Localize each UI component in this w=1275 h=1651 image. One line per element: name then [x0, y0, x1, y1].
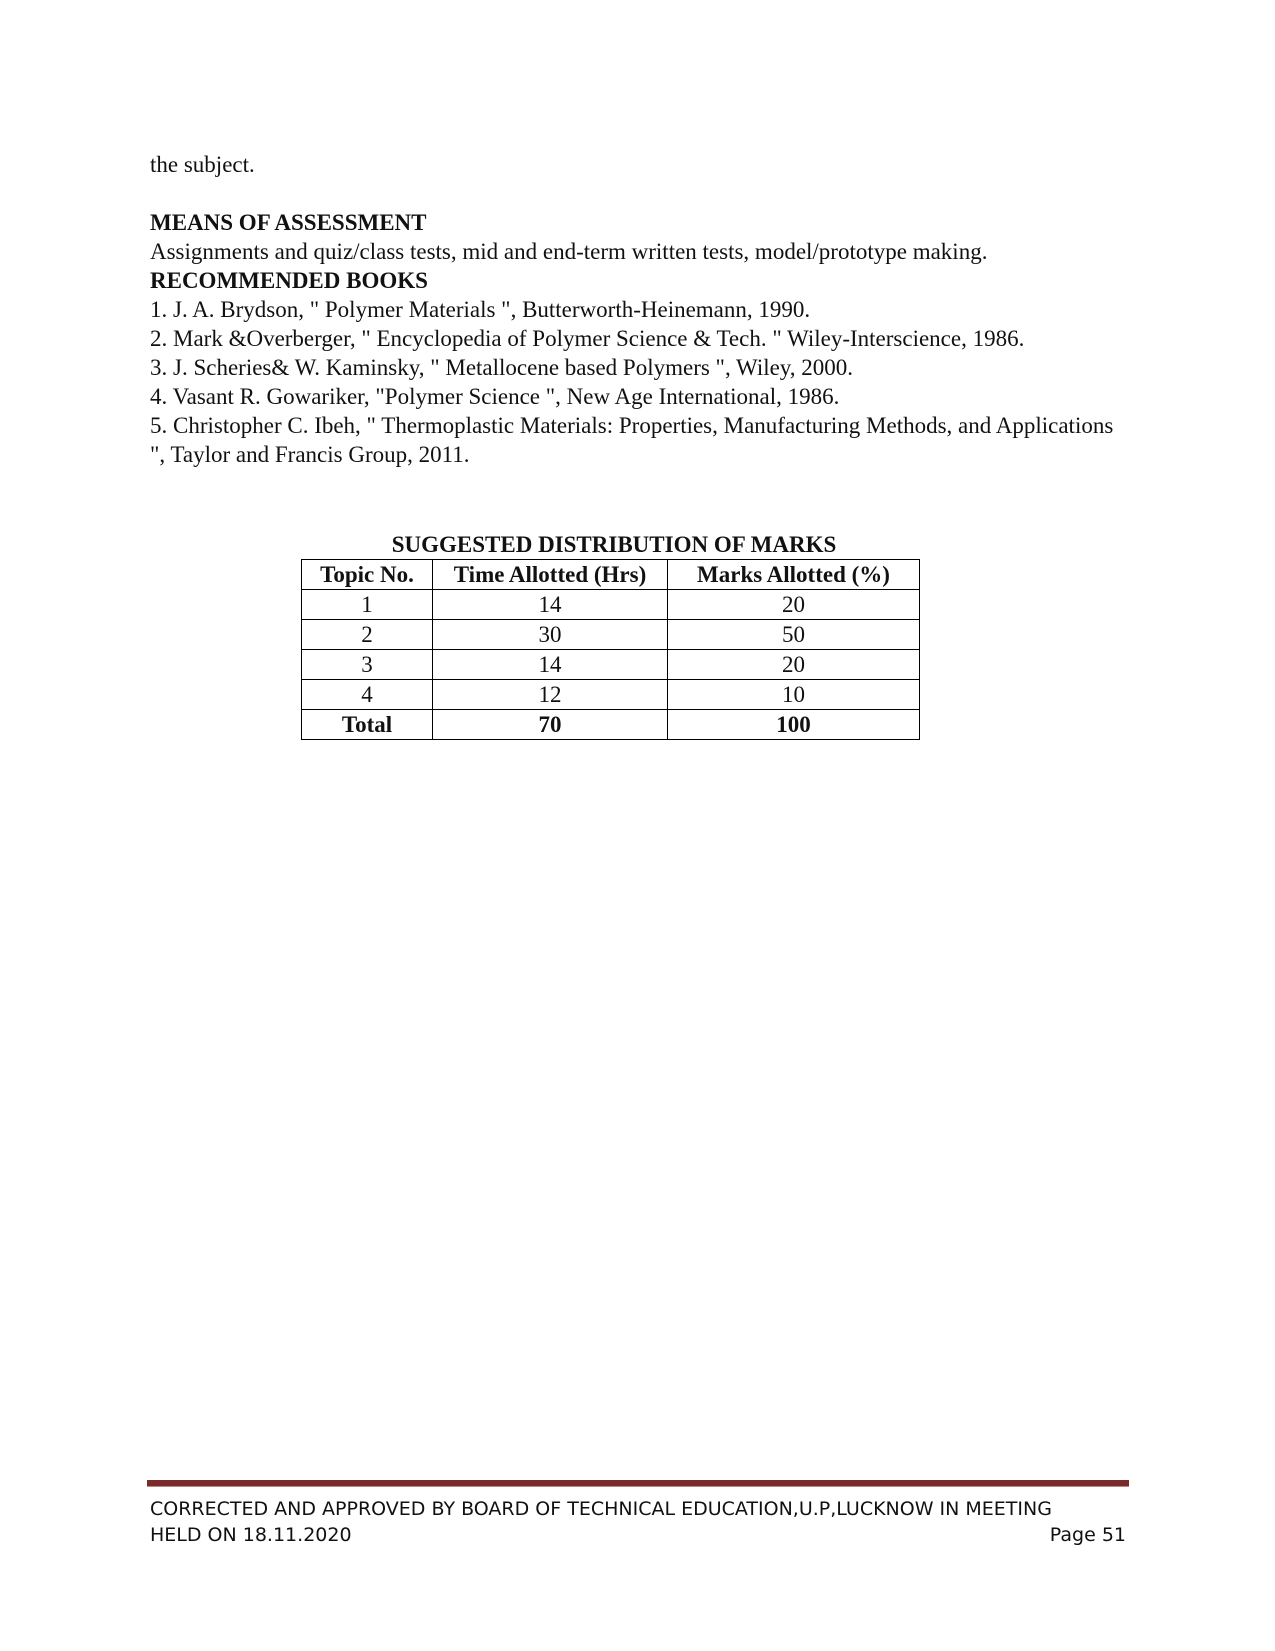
cell-marks: 10	[668, 680, 920, 710]
table-row	[302, 590, 920, 620]
total-label: Total	[302, 710, 433, 740]
cell-time: 30	[433, 620, 668, 650]
footer-meeting-date: HELD ON 18.11.2020	[150, 1524, 352, 1546]
table-title: SUGGESTED DISTRIBUTION OF MARKS	[391, 532, 837, 557]
total-marks: 100	[668, 710, 920, 740]
books-heading: RECOMMENDED BOOKS	[150, 268, 428, 293]
cell-time: 14	[433, 650, 668, 680]
marks-table	[301, 559, 920, 740]
book-list	[150, 295, 1130, 469]
cell-marks: 20	[668, 590, 920, 620]
footer-line-2	[150, 1522, 1126, 1548]
page-footer	[150, 1496, 1126, 1548]
cell-topic: 2	[302, 620, 433, 650]
cell-time: 12	[433, 680, 668, 710]
cell-topic: 1	[302, 590, 433, 620]
table-row	[302, 650, 920, 680]
table-header-row	[302, 560, 920, 590]
cell-topic: 3	[302, 650, 433, 680]
header-marks: Marks Allotted (%)	[668, 560, 920, 590]
book-item: 2. Mark &Overberger, " Encyclopedia of Polymer Science & Tech. " Wiley-Interscience, 1986.	[150, 326, 1025, 351]
cell-time: 14	[433, 590, 668, 620]
cell-marks: 50	[668, 620, 920, 650]
total-time: 70	[433, 710, 668, 740]
book-item: 3. J. Scheries& W. Kaminsky, " Metallocene based Polymers ", Wiley, 2000.	[150, 355, 854, 380]
book-item: 4. Vasant R. Gowariker, "Polymer Science ", New Age International, 1986.	[150, 384, 840, 409]
cell-marks: 20	[668, 650, 920, 680]
footer-approval-line: CORRECTED AND APPROVED BY BOARD OF TECHNICAL EDUCATION,U.P,LUCKNOW IN MEETING	[150, 1498, 1052, 1520]
cell-topic: 4	[302, 680, 433, 710]
marks-distribution	[301, 530, 919, 740]
page-number: Page 51	[1049, 1524, 1126, 1546]
book-item: 5. Christopher C. Ibeh, " Thermoplastic Materials: Properties, Manufacturing Methods, and Applications ", Taylor and Francis Group, 2011.	[150, 413, 1114, 467]
document-body	[150, 150, 1130, 469]
footer-divider	[147, 1480, 1129, 1487]
header-topic: Topic No.	[302, 560, 433, 590]
intro-text: the subject.	[150, 152, 255, 177]
assessment-text: Assignments and quiz/class tests, mid and end-term written tests, model/prototype making.	[150, 239, 988, 264]
header-time: Time Allotted (Hrs)	[433, 560, 668, 590]
book-item: 1. J. A. Brydson, " Polymer Materials ", Butterworth-Heinemann, 1990.	[150, 297, 811, 322]
spacer	[150, 179, 1130, 208]
table-total-row	[302, 710, 920, 740]
table-row	[302, 680, 920, 710]
table-row	[302, 620, 920, 650]
assessment-heading: MEANS OF ASSESSMENT	[150, 210, 427, 235]
